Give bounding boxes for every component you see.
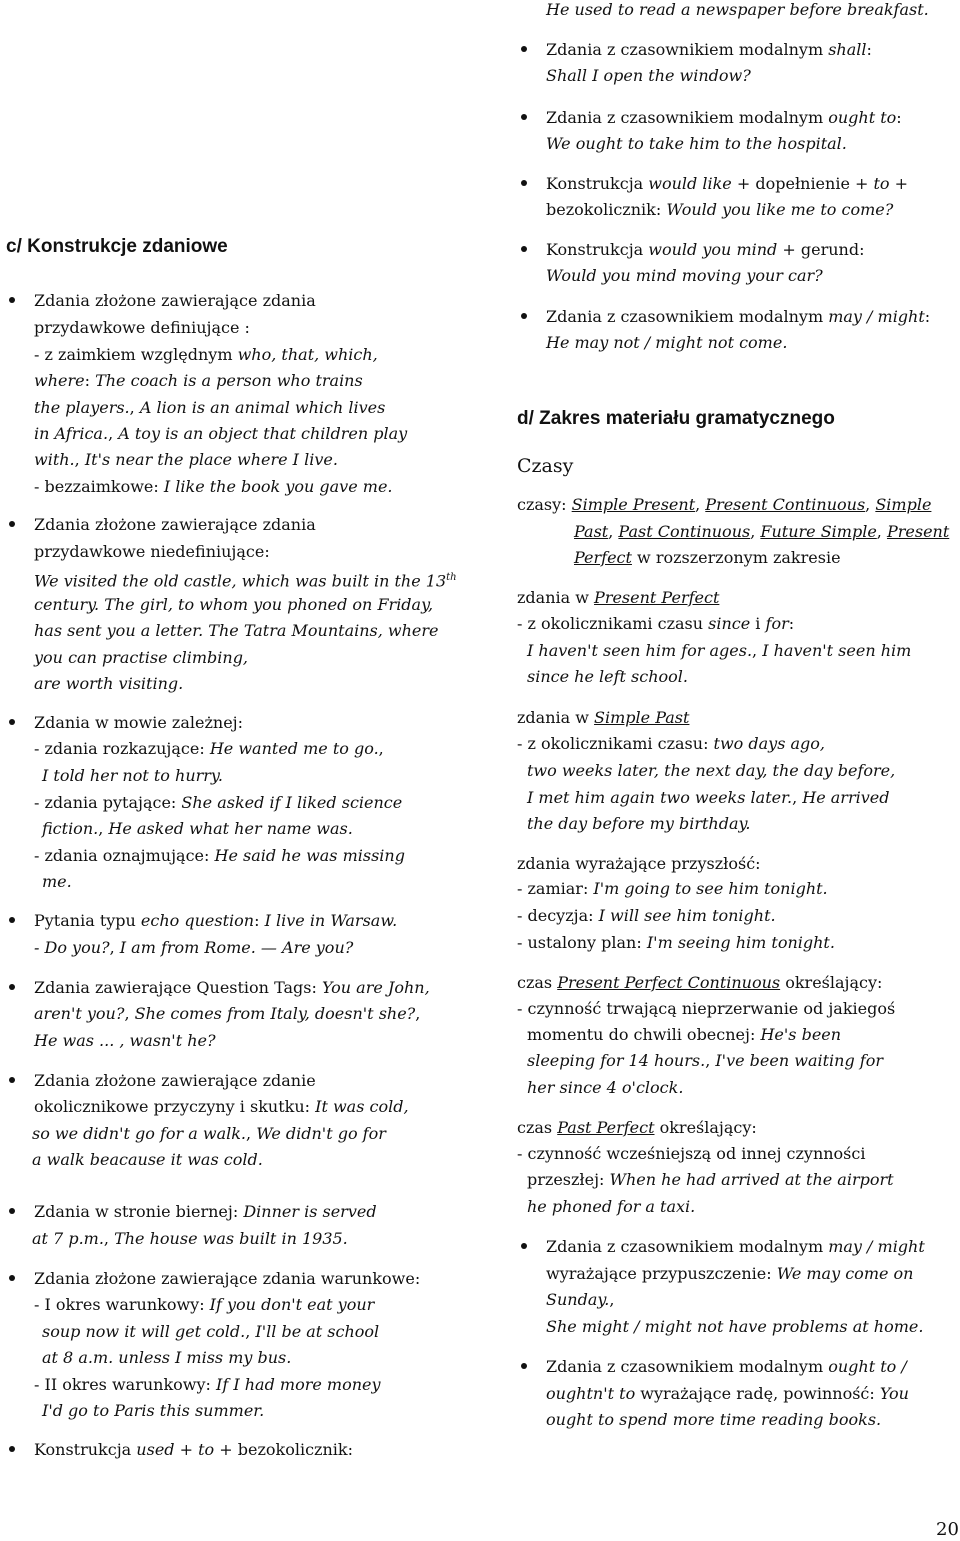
text-line: - z okolicznikami czasu since i for: xyxy=(517,614,795,633)
text-line: We ought to take him to the hospital. xyxy=(546,134,847,153)
text-line: - II okres warunkowy: If I had more money xyxy=(34,1375,381,1394)
text-line: century. The girl, to whom you phoned on Friday, xyxy=(34,595,434,614)
bullet-icon xyxy=(521,114,527,120)
text-line: okolicznikowe przyczyny i skutku: It was cold, xyxy=(34,1097,409,1116)
text-line: przeszłej: When he had arrived at the airport xyxy=(527,1170,894,1189)
text-line: I'd go to Paris this summer. xyxy=(42,1401,265,1420)
text-line: I told her not to hurry. xyxy=(42,766,223,785)
text-line: so we didn't go for a walk., We didn't go for xyxy=(32,1124,386,1143)
text-line: Konstrukcja used + to + bezokolicznik: xyxy=(34,1440,353,1459)
text-line: at 8 a.m. unless I miss my bus. xyxy=(42,1348,292,1367)
bullet-icon xyxy=(521,1363,527,1369)
text-line: momentu do chwili obecnej: He's been xyxy=(527,1025,842,1044)
text-line: - czynność wcześniejszą od innej czynności xyxy=(517,1144,866,1163)
subheading-czasy: Czasy xyxy=(517,455,574,477)
text-line: - zdania oznajmujące: He said he was missing xyxy=(34,846,405,865)
text-line: Zdania z czasownikiem modalnym ought to / xyxy=(546,1357,907,1376)
text-line: her since 4 o'clock. xyxy=(527,1078,684,1097)
text-line: przydawkowe definiujące : xyxy=(34,318,250,337)
text-line: He may not / might not come. xyxy=(546,333,788,352)
text-line: I met him again two weeks later., He arrived xyxy=(527,788,890,807)
text-line: czas Past Perfect określający: xyxy=(517,1118,757,1137)
text-line: She might / might not have problems at home. xyxy=(546,1317,924,1336)
bullet-icon xyxy=(9,917,15,923)
bullet-icon xyxy=(9,521,15,527)
text-line: - zamiar: I'm going to see him tonight. xyxy=(517,879,828,898)
text-line: - decyzja: I will see him tonight. xyxy=(517,906,776,925)
bullet-icon xyxy=(521,246,527,252)
text-line: Sunday., xyxy=(546,1290,615,1309)
text-line: zdania w Present Perfect xyxy=(517,588,720,607)
text-line: me. xyxy=(42,872,72,891)
text-line: Perfect w rozszerzonym zakresie xyxy=(574,548,841,567)
text-line: czas Present Perfect Continuous określający: xyxy=(517,973,883,992)
text-line: at 7 p.m., The house was built in 1935. xyxy=(32,1229,348,1248)
text-line: ought to spend more time reading books. xyxy=(546,1410,882,1429)
page-number: 20 xyxy=(936,1519,959,1540)
text-line: - ustalony plan: I'm seeing him tonight. xyxy=(517,933,835,952)
text-line: Zdania z czasownikiem modalnym ought to: xyxy=(546,108,902,127)
text-line: a walk beacause it was cold. xyxy=(32,1150,263,1169)
text-line: Zdania z czasownikiem modalnym shall: xyxy=(546,40,872,59)
text-line: - czynność trwającą nieprzerwanie od jakiegoś xyxy=(517,999,896,1018)
text-line: Zdania z czasownikiem modalnym may / might xyxy=(546,1237,925,1256)
bullet-icon xyxy=(9,1446,15,1452)
text-line: aren't you?, She comes from Italy, doesn't she?, xyxy=(34,1004,421,1023)
bullet-icon xyxy=(521,180,527,186)
text-line: He was ... , wasn't he? xyxy=(34,1031,216,1050)
text-line: bezokolicznik: Would you like me to come? xyxy=(546,200,894,219)
section-heading-d: d/ Zakres materiału gramatycznego xyxy=(517,408,835,429)
text-line: the players., A lion is an animal which lives xyxy=(34,398,386,417)
text-line: in Africa., A toy is an object that children play xyxy=(34,424,408,443)
text-line: Zdania w mowie zależnej: xyxy=(34,713,244,732)
section-heading-c: c/ Konstrukcje zdaniowe xyxy=(6,236,228,257)
bullet-icon xyxy=(9,297,15,303)
text-line: since he left school. xyxy=(527,667,688,686)
text-line: fiction., He asked what her name was. xyxy=(42,819,353,838)
bullet-icon xyxy=(9,984,15,990)
text-line: are worth visiting. xyxy=(34,674,184,693)
bullet-icon xyxy=(521,1243,527,1249)
text-line: We visited the old castle, which was built in the 13th xyxy=(34,571,457,591)
text-line: Zdania z czasownikiem modalnym may / might: xyxy=(546,307,931,326)
text-line: czasy: Simple Present, Present Continuous, Simple xyxy=(517,495,932,514)
text-line: przydawkowe niedefiniujące: xyxy=(34,542,270,561)
text-line: Pytania typu echo question: I live in Warsaw. xyxy=(34,911,398,930)
text-line: two weeks later, the next day, the day before, xyxy=(527,761,896,780)
text-line: - z zaimkiem względnym who, that, which, xyxy=(34,345,378,364)
text-line: Zdania złożone zawierające zdania warunkowe: xyxy=(34,1269,421,1288)
text-line: has sent you a letter. The Tatra Mountains, where xyxy=(34,621,439,640)
bullet-icon xyxy=(521,46,527,52)
text-line: zdania w Simple Past xyxy=(517,708,690,727)
text-line: I haven't seen him for ages., I haven't seen him xyxy=(527,641,912,660)
bullet-icon xyxy=(9,719,15,725)
text-line: - z okolicznikami czasu: two days ago, xyxy=(517,734,826,753)
text-line: Zdania złożone zawierające zdanie xyxy=(34,1071,316,1090)
text-line: sleeping for 14 hours., I've been waiting for xyxy=(527,1051,883,1070)
text-line: Zdania w stronie biernej: Dinner is served xyxy=(34,1202,377,1221)
text-line: - I okres warunkowy: If you don't eat your xyxy=(34,1295,375,1314)
bullet-icon xyxy=(9,1077,15,1083)
text-line: wyrażające przypuszczenie: We may come on xyxy=(546,1264,914,1283)
text-line: - bezzaimkowe: I like the book you gave me. xyxy=(34,477,393,496)
text-line: Zdania złożone zawierające zdania xyxy=(34,291,316,310)
text-line: Konstrukcja would like + dopełnienie + to + xyxy=(546,174,909,193)
text-line: he phoned for a taxi. xyxy=(527,1197,696,1216)
text-line: - zdania rozkazujące: He wanted me to go., xyxy=(34,739,384,758)
text-line: Past, Past Continuous, Future Simple, Present xyxy=(574,522,950,541)
text-line: Konstrukcja would you mind + gerund: xyxy=(546,240,865,259)
text-line: the day before my birthday. xyxy=(527,814,751,833)
text-line: with., It's near the place where I live. xyxy=(34,450,338,469)
bullet-icon xyxy=(9,1208,15,1214)
text-line: you can practise climbing, xyxy=(34,648,249,667)
text-line: - zdania pytające: She asked if I liked science xyxy=(34,793,403,812)
text-line: Shall I open the window? xyxy=(546,66,751,85)
text-line: oughtn't to wyrażające radę, powinność: You xyxy=(546,1384,909,1403)
text-line: soup now it will get cold., I'll be at school xyxy=(42,1322,380,1341)
text-line: Would you mind moving your car? xyxy=(546,266,823,285)
text-line: where: The coach is a person who trains xyxy=(34,371,363,390)
text-line: Zdania zawierające Question Tags: You are John, xyxy=(34,978,430,997)
text-line: zdania wyrażające przyszłość: xyxy=(517,854,761,873)
text-line: He used to read a newspaper before breakfast. xyxy=(546,0,929,19)
bullet-icon xyxy=(521,313,527,319)
text-line: - Do you?, I am from Rome. — Are you? xyxy=(34,938,354,957)
bullet-icon xyxy=(9,1275,15,1281)
text-line: Zdania złożone zawierające zdania xyxy=(34,515,316,534)
